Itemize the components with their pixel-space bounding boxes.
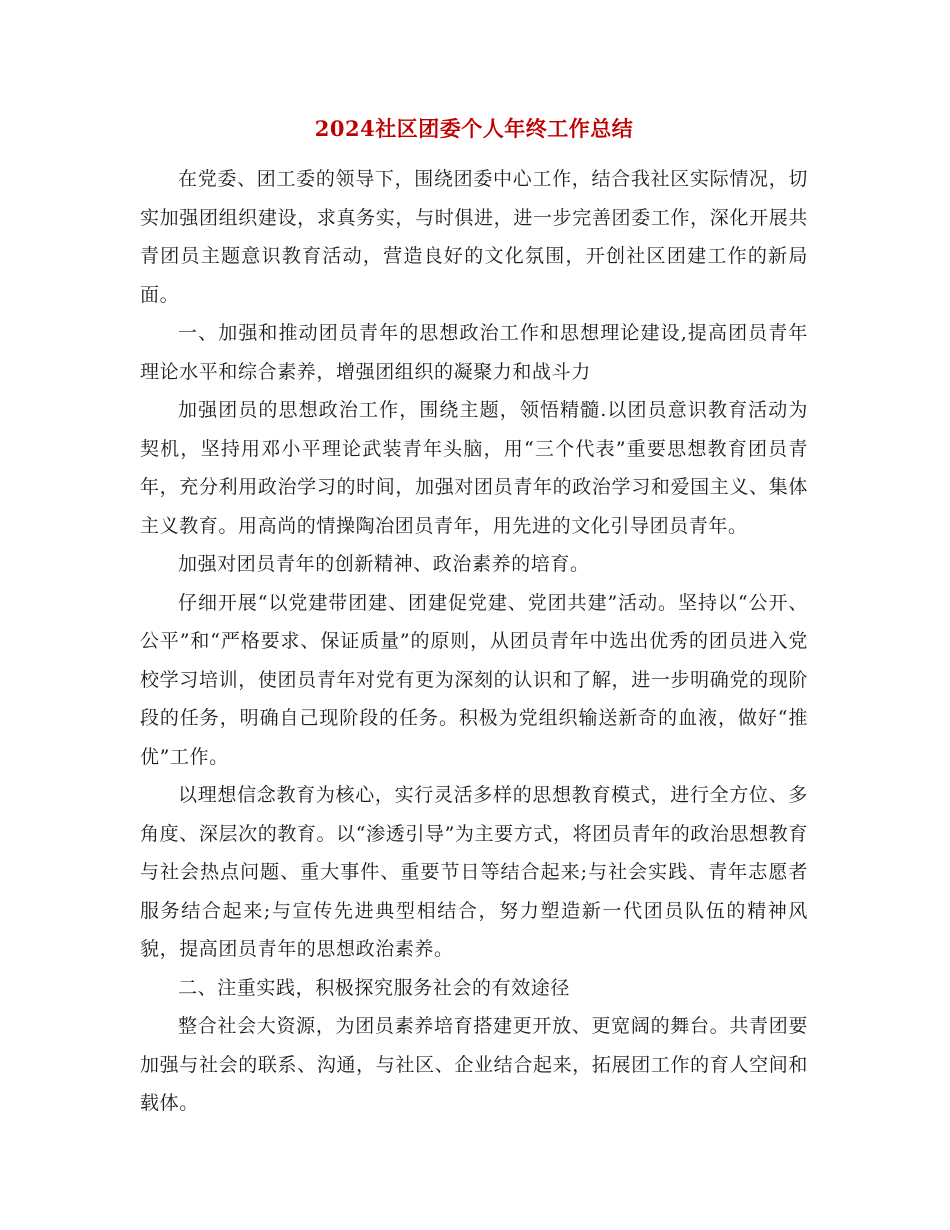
document-title: 2024社区团委个人年终工作总结 bbox=[314, 116, 634, 141]
section-heading-1: 一、加强和推动团员青年的思想政治工作和思想理论建设,提高团员青年理论水平和综合素养，增强团组织的凝聚力和战斗力 bbox=[140, 322, 808, 383]
paragraph: 加强对团员青年的创新精神、政治素养的培育。 bbox=[178, 553, 590, 575]
paragraph: 加强团员的思想政治工作，围绕主题，领悟精髓.以团员意识教育活动为契机，坚持用邓小平理论武装青年头脑，用“三个代表”重要思想教育团员青年，充分利用政治学习的时间，加强对团员青年的政治学习和爱国主义、集体主义教育。用高尚的情操陶冶团员青年，用先进的文化引导团员青年。 bbox=[140, 399, 808, 537]
paragraph: 以理想信念教育为核心，实行灵活多样的思想教育模式，进行全方位、多角度、深层次的教育。以“渗透引导”为主要方式，将团员青年的政治思想教育与社会热点问题、重大事件、重要节日等结合起来;与社会实践、青年志愿者服务结合起来;与宣传先进典型相结合，努力塑造新一代团员队伍的精神风貌，提高团员青年的思想政治素养。 bbox=[140, 784, 808, 960]
paragraph-intro: 在党委、团工委的领导下，围绕团委中心工作，结合我社区实际情况，切实加强团组织建设，求真务实，与时俱进，进一步完善团委工作，深化开展共青团员主题意识教育活动，营造良好的文化氛围，开创社区团建工作的新局面。 bbox=[140, 168, 808, 306]
section-heading-2: 二、注重实践，积极探究服务社会的有效途径 bbox=[178, 976, 571, 999]
paragraph: 整合社会大资源，为团员素养培育搭建更开放、更宽阔的舞台。共青团要加强与社会的联系、沟通，与社区、企业结合起来，拓展团工作的育人空间和载体。 bbox=[140, 1015, 808, 1114]
document-page bbox=[140, 112, 808, 1123]
paragraph: 仔细开展“以党建带团建、团建促党建、党团共建”活动。坚持以“公开、公平”和“严格要求、保证质量”的原则，从团员青年中选出优秀的团员进入党校学习培训，使团员青年对党有更为深刻的认识和了解，进一步明确党的现阶段的任务，明确自己现阶段的任务。积极为党组织输送新奇的血液，做好“推优”工作。 bbox=[140, 591, 808, 768]
